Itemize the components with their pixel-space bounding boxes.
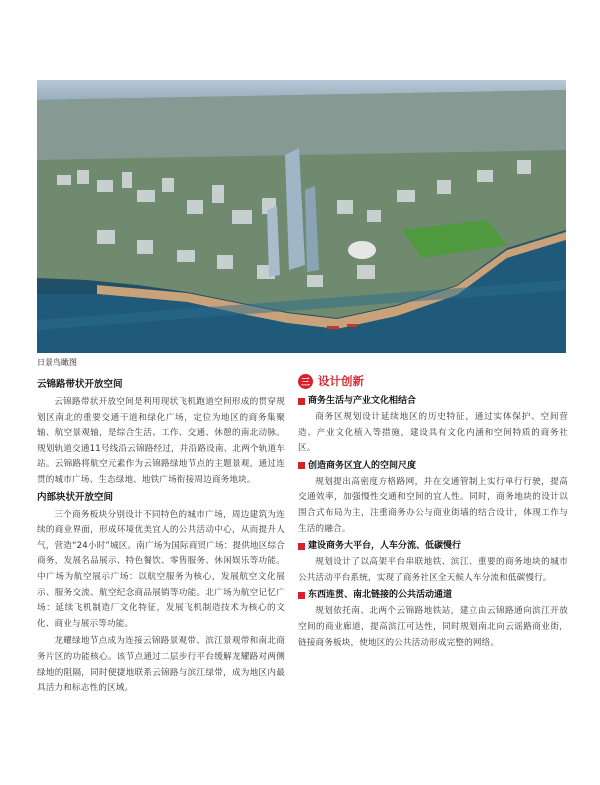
item-heading-platform: [298, 539, 568, 553]
red-square-bullet-icon: [298, 543, 305, 550]
heading-internal-open-space: 内部块状开放空间: [37, 491, 114, 503]
section-title: 设计创新: [318, 374, 364, 388]
item-text-platform: 规划设计了以高架平台串联地铁、滨江、重要的商务地块的城市公共活动平台系统，实现了商务社区全天候人车分流和低碳慢行。: [298, 557, 568, 583]
item-heading-corridor: [298, 588, 568, 602]
right-column: [298, 372, 568, 653]
paragraph-longyao-node: 龙耀绿地节点成为连接云锦路景观带、滨江景观带和南北商务片区的功能核心。该节点通过二层步行平台缓解龙耀路对两侧绿地的阻隔，同时便捷地联系云锦路与滨江绿带，成为地区内最具活力和标志性的区域。: [37, 636, 285, 694]
paragraph-yunjin-road: 云锦路带状开放空间是利用现状飞机跑道空间形成的贯穿规划区南北的重要交通干道和绿化广场，定位为地区的商务集聚轴、航空景观轴，是综合生活、工作、交通、休憩的南北动脉。规划轨道交通11号线沿云锦路经过，并沿路设南、北两个轨道车站。云锦路将航空元素作为云锦路绿地节点的主题景观，通过连贯的城市广场、生态绿地、地铁广场衔接周边商务地块。: [37, 397, 285, 485]
item-text-scale: 规划提出高密度方格路网，并在交通管制上实行单行行驶，提高交通效率，加强慢性交通和空间的宜人性。同时，商务地块的设计以围合式布局为主，注重商务办公与商业街墙的结合设计，体现工作与生活的融合。: [298, 476, 568, 534]
aerial-rendering-image: [37, 80, 566, 353]
item-text-culture: 商务区规划设计延续地区的历史特征，通过实体保护、空间营造、产业文化植入等措施，建设具有文化内涵和空间特质的商务社区。: [298, 412, 568, 454]
item-heading-text: 创造商务区宜人的空间尺度: [308, 460, 417, 471]
item-text-corridor: 规划依托南、北两个云锦路地铁站，建立由云锦路通向滨江开放空间的商业廊道，提高滨江可达性，同时规划南北向云谣路商业街，链接商务板块，使地区的公共活动形成完整的网络。: [298, 606, 568, 648]
image-caption: 日景鸟瞰图: [37, 358, 77, 367]
paragraph-internal-open-space: 三个商务板块分别设计不同特色的城市广场，周边建筑为连续的商业界面，形成环境优美宜人的公共活动中心，从而提升人气，营造“24小时”城区。南广场为国际商贸广场：提供地区综合商务，发展名品展示、特色餐饮、零售服务、休闲娱乐等功能。中广场为航空展示广场：以航空服务为核心，发展航空文化展示、服务交流、航空纪念商品展销等功能。北广场为航空记忆广场：延续飞机制造厂文化特征，发展飞机制造技术为核心的文化、商业与展示等功能。: [37, 509, 285, 629]
section-number-badge: 三: [298, 374, 313, 389]
item-heading-text: 东西连贯、南北链接的公共活动通道: [308, 590, 453, 601]
red-square-bullet-icon: [298, 462, 305, 469]
item-heading-text: 建设商务大平台，人车分流、低碳慢行: [308, 541, 462, 552]
item-heading-culture: [298, 394, 568, 408]
red-square-bullet-icon: [298, 592, 305, 599]
item-heading-text: 商务生活与产业文化相结合: [308, 396, 417, 406]
left-column: [37, 378, 285, 699]
red-square-bullet-icon: [298, 398, 305, 405]
heading-yunjin-road: 云锦路带状开放空间: [37, 379, 123, 390]
section-heading: [298, 372, 568, 390]
aerial-city-illustration: [37, 80, 566, 353]
item-heading-scale: [298, 459, 568, 473]
